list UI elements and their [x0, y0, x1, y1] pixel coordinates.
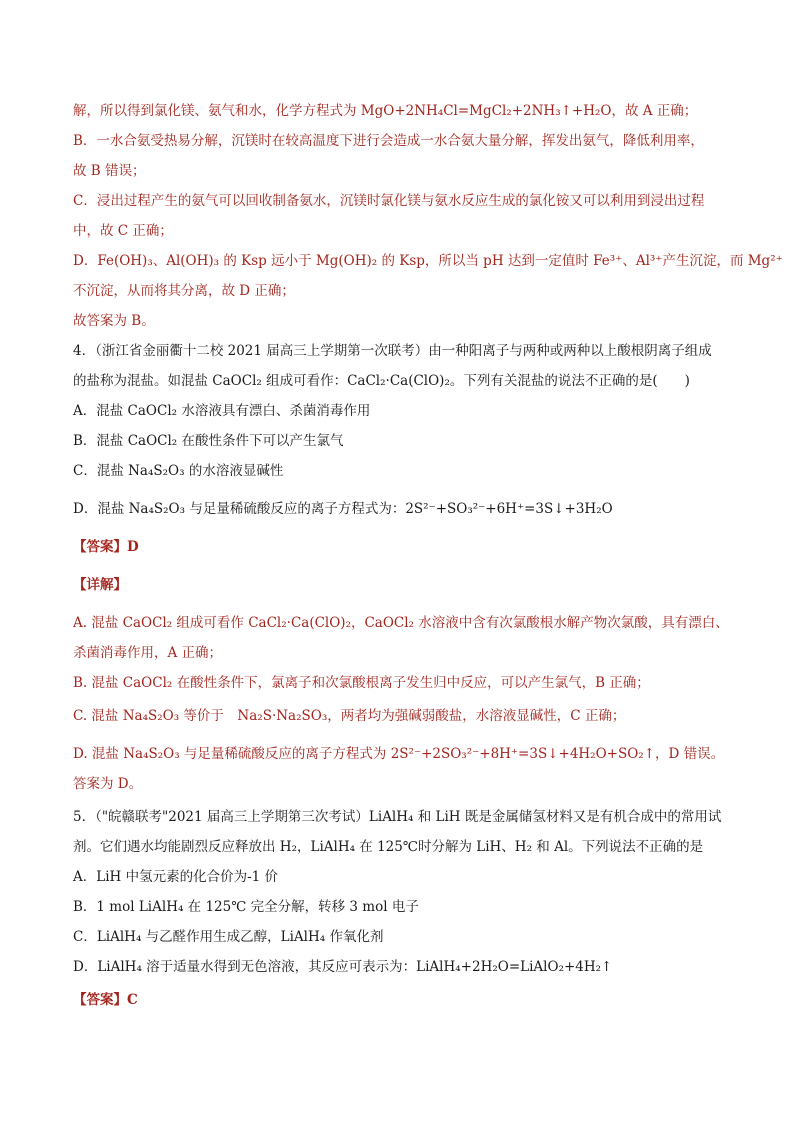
document-body [73, 96, 783, 1015]
text-line: 杀菌消毒作用，A 正确； [73, 645, 223, 661]
text-line: D．LiAlH₄ 溶于适量水得到无色溶液，其反应可表示为：LiAlH₄+2H₂O=LiAlO₂+4H₂↑ [73, 959, 613, 975]
text-line: 4．（浙江省金丽衢十二校 2021 届高三上学期第一次联考）由一种阳离子与两种或两种以上酸根阴离子组成 [73, 343, 712, 359]
text-line: 故答案为 B。 [73, 313, 155, 329]
text-line: A．LiH 中氢元素的化合价为-1 价 [73, 869, 279, 885]
text-line: A. 混盐 CaOCl₂ 组成可看作 CaCl₂·Ca(ClO)₂，CaOCl₂ 水溶液中含有次氯酸根水解产物次氯酸，具有漂白、 [73, 615, 729, 631]
text-line: 中，故 C 正确； [73, 223, 173, 239]
text-line: B．1 mol LiAlH₄ 在 125℃ 完全分解，转移 3 mol 电子 [73, 899, 419, 915]
text-line: D．Fe(OH)₃、Al(OH)₃ 的 Ksp 远小于 Mg(OH)₂ 的 Ksp，所以当 pH 达到一定值时 Fe³⁺、Al³⁺产生沉淀，而 Mg²⁺ [73, 253, 783, 269]
text-line: 故 B 错误； [73, 163, 146, 179]
text-line: 的盐称为混盐。如混盐 CaOCl₂ 组成可看作：CaCl₂·Ca(ClO)₂。下列有关混盐的说法不正确的是( ) [73, 373, 690, 389]
text-line: 【答案】D [73, 539, 139, 555]
text-line: 不沉淀，从而将其分离，故 D 正确； [73, 283, 295, 299]
text-line: 【答案】C [73, 992, 138, 1008]
text-line: C．混盐 Na₄S₂O₃ 的水溶液显碱性 [73, 463, 284, 479]
text-line: D．混盐 Na₄S₂O₃ 与足量稀硫酸反应的离子方程式为：2S²⁻+SO₃²⁻+6H⁺=3S↓+3H₂O [73, 501, 613, 517]
text-line: D. 混盐 Na₄S₂O₃ 与足量稀硫酸反应的离子方程式为 2S²⁻+2SO₃²⁻+8H⁺=3S↓+4H₂O+SO₂↑，D 错误。 [73, 746, 725, 762]
text-line: B．混盐 CaOCl₂ 在酸性条件下可以产生氯气 [73, 433, 344, 449]
text-line: A．混盐 CaOCl₂ 水溶液具有漂白、杀菌消毒作用 [73, 403, 371, 419]
text-line: 解，所以得到氯化镁、氨气和水，化学方程式为 MgO+2NH₄Cl=MgCl₂+2NH₃↑+H₂O，故 A 正确； [73, 103, 698, 119]
text-line: 5．（"皖赣联考"2021 届高三上学期第三次考试）LiAlH₄ 和 LiH 既是金属储氢材料又是有机合成中的常用试 [73, 809, 722, 825]
text-line: C．LiAlH₄ 与乙醛作用生成乙醇，LiAlH₄ 作氧化剂 [73, 929, 384, 945]
text-line: B. 混盐 CaOCl₂ 在酸性条件下，氯离子和次氯酸根离子发生归中反应，可以产生氯气，B 正确； [73, 675, 650, 691]
text-line: 答案为 D。 [73, 776, 143, 792]
text-line: 【详解】 [73, 577, 127, 593]
text-line: B．一水合氨受热易分解，沉镁时在较高温度下进行会造成一水合氨大量分解，挥发出氨气，降低利用率， [73, 133, 704, 149]
text-line: C. 混盐 Na₄S₂O₃ 等价于 Na₂S·Na₂SO₃，两者均为强碱弱酸盐，水溶液显碱性，C 正确； [73, 708, 626, 724]
text-line: 剂。它们遇水均能剧烈反应释放出 H₂，LiAlH₄ 在 125℃时分解为 LiH、H₂ 和 Al。下列说法不正确的是 [73, 839, 704, 855]
text-line: C．浸出过程产生的氨气可以回收制备氨水，沉镁时氯化镁与氨水反应生成的氯化铵又可以利用到浸出过程 [73, 193, 705, 209]
